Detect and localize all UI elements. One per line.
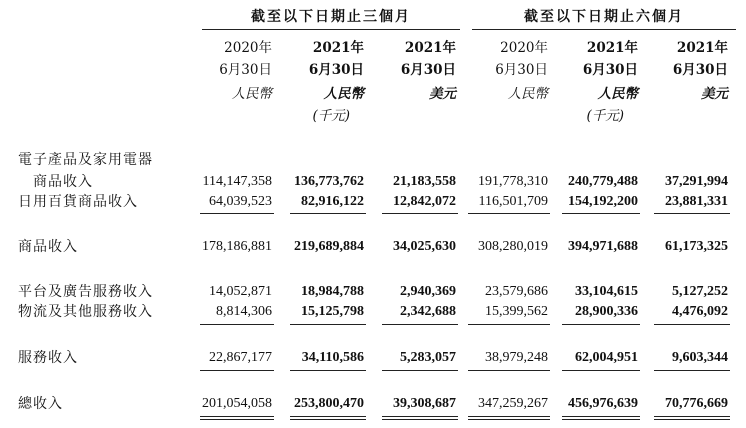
total-double-rule [468, 419, 550, 420]
subtotal-rule [468, 213, 550, 214]
column-currency: 人民幣 [323, 86, 364, 102]
table-cell: 240,779,488 [568, 174, 638, 189]
column-currency: 美元 [701, 86, 728, 102]
table-cell: 34,110,586 [301, 350, 364, 365]
table-cell: 39,308,687 [393, 396, 456, 411]
table-cell: 33,104,615 [575, 284, 638, 299]
total-double-rule [382, 419, 458, 420]
column-date: 6月30日 [582, 62, 638, 78]
column-currency: 人民幣 [507, 86, 548, 102]
table-cell: 28,900,336 [575, 304, 638, 319]
subtotal-rule [290, 213, 366, 214]
total-double-rule [562, 419, 640, 420]
row-label: 總收入 [18, 396, 63, 412]
table-cell: 253,800,470 [294, 396, 364, 411]
row-label: 物流及其他服務收入 [18, 304, 153, 320]
row-label: 商品收入 [18, 239, 78, 255]
group-header-rule [202, 29, 460, 30]
table-cell: 114,147,358 [202, 174, 272, 189]
column-date: 6月30日 [672, 62, 728, 78]
table-cell: 64,039,523 [209, 194, 272, 209]
total-double-rule [562, 416, 640, 417]
total-rule [562, 370, 640, 371]
column-date: 6月30日 [219, 62, 272, 78]
subtotal-rule [562, 213, 640, 214]
row-label: 電子產品及家用電器 [18, 152, 153, 168]
table-cell: 136,773,762 [294, 174, 364, 189]
total-double-rule [290, 416, 366, 417]
table-cell: 61,173,325 [665, 239, 728, 254]
table-cell: 70,776,669 [665, 396, 728, 411]
column-year: 2021年 [586, 40, 638, 56]
column-currency: 人民幣 [597, 86, 638, 102]
table-cell: 15,399,562 [485, 304, 548, 319]
total-rule [200, 370, 274, 371]
table-cell: 15,125,798 [301, 304, 364, 319]
table-cell: 12,842,072 [393, 194, 456, 209]
group-header-rule [472, 29, 736, 30]
total-rule [290, 370, 366, 371]
total-rule [468, 370, 550, 371]
table-cell: 4,476,092 [672, 304, 728, 319]
table-cell: 347,259,267 [478, 396, 548, 411]
subtotal-rule [382, 213, 458, 214]
table-cell: 82,916,122 [301, 194, 364, 209]
subtotal-rule [468, 324, 550, 325]
subtotal-rule [562, 324, 640, 325]
total-double-rule [468, 416, 550, 417]
column-date: 6月30日 [308, 62, 364, 78]
column-unit: (千元) [312, 108, 350, 124]
table-cell: 9,603,344 [672, 350, 728, 365]
table-cell: 8,814,306 [216, 304, 272, 319]
subtotal-rule [290, 324, 366, 325]
table-cell: 62,004,951 [575, 350, 638, 365]
column-unit: (千元) [586, 108, 624, 124]
table-cell: 2,940,369 [400, 284, 456, 299]
group-header-three-months: 截至以下日期止三個月 [251, 9, 411, 25]
total-double-rule [654, 416, 730, 417]
table-cell: 116,501,709 [478, 194, 548, 209]
table-cell: 308,280,019 [478, 239, 548, 254]
table-cell: 18,984,788 [301, 284, 364, 299]
table-cell: 38,979,248 [485, 350, 548, 365]
row-label: 商品收入 [18, 174, 93, 190]
group-header-six-months: 截至以下日期止六個月 [524, 9, 684, 25]
subtotal-rule [382, 324, 458, 325]
table-cell: 219,689,884 [294, 239, 364, 254]
column-year: 2021年 [676, 40, 728, 56]
row-label: 平台及廣告服務收入 [18, 284, 153, 300]
total-double-rule [654, 419, 730, 420]
table-cell: 5,283,057 [400, 350, 456, 365]
total-double-rule [200, 419, 274, 420]
table-cell: 21,183,558 [393, 174, 456, 189]
table-cell: 23,579,686 [485, 284, 548, 299]
row-label: 服務收入 [18, 350, 78, 366]
subtotal-rule [654, 213, 730, 214]
table-cell: 191,778,310 [478, 174, 548, 189]
column-year: 2021年 [404, 40, 456, 56]
table-cell: 14,052,871 [209, 284, 272, 299]
row-label: 日用百貨商品收入 [18, 194, 138, 210]
table-cell: 154,192,200 [568, 194, 638, 209]
table-cell: 37,291,994 [665, 174, 728, 189]
total-double-rule [290, 419, 366, 420]
table-cell: 178,186,881 [202, 239, 272, 254]
total-rule [382, 370, 458, 371]
column-currency: 人民幣 [231, 86, 272, 102]
table-cell: 23,881,331 [665, 194, 728, 209]
subtotal-rule [200, 213, 274, 214]
table-cell: 456,976,639 [568, 396, 638, 411]
table-cell: 34,025,630 [393, 239, 456, 254]
total-double-rule [382, 416, 458, 417]
subtotal-rule [200, 324, 274, 325]
table-cell: 22,867,177 [209, 350, 272, 365]
table-cell: 2,342,688 [400, 304, 456, 319]
column-year: 2021年 [312, 40, 364, 56]
column-year: 2020年 [224, 40, 272, 56]
column-currency: 美元 [429, 86, 456, 102]
column-year: 2020年 [500, 40, 548, 56]
subtotal-rule [654, 324, 730, 325]
table-cell: 201,054,058 [202, 396, 272, 411]
table-cell: 5,127,252 [672, 284, 728, 299]
column-date: 6月30日 [400, 62, 456, 78]
table-cell: 394,971,688 [568, 239, 638, 254]
total-rule [654, 370, 730, 371]
total-double-rule [200, 416, 274, 417]
column-date: 6月30日 [495, 62, 548, 78]
